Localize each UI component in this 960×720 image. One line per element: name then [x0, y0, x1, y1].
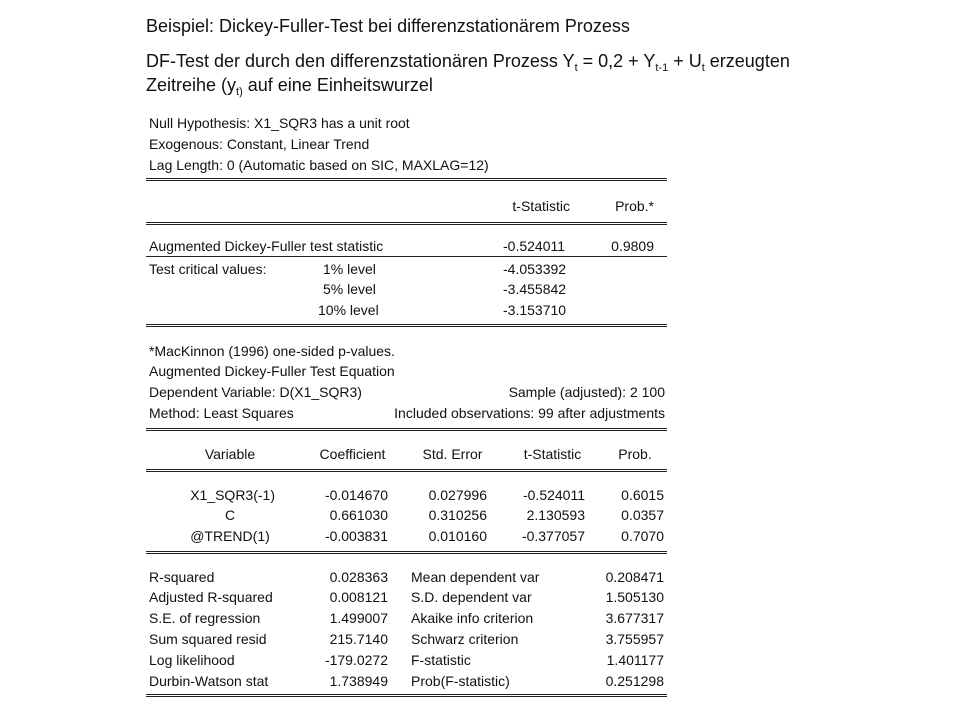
- stat-value: 1.401177: [606, 652, 664, 668]
- stat-value: 3.677317: [605, 610, 664, 626]
- coef-std-error: 0.010160: [428, 528, 487, 544]
- included-observations: Included observations: 99 after adjustments: [394, 405, 665, 421]
- coef-std-error: 0.310256: [428, 507, 487, 523]
- sample-info: Sample (adjusted): 2 100: [508, 384, 665, 400]
- slide-title: Beispiel: Dickey-Fuller-Test bei differenzstationärem Prozess: [146, 16, 630, 36]
- coef-std-error: 0.027996: [428, 487, 487, 503]
- subtitle-text-1: DF-Test der durch den differenzstationären Prozess Y: [146, 51, 575, 71]
- stat-value: 1.738949: [329, 673, 388, 689]
- adf-prob: 0.9809: [611, 238, 654, 254]
- stat-label: Mean dependent var: [411, 569, 540, 585]
- coef-header-tstat: t-Statistic: [523, 446, 582, 462]
- critical-values-label: Test critical values:: [149, 261, 267, 277]
- stat-label: Schwarz criterion: [411, 631, 519, 647]
- subscript-t-2: t: [701, 62, 705, 74]
- critical-level-label: 5% level: [323, 281, 376, 297]
- coef-value: -0.003831: [324, 528, 388, 544]
- coef-value: 0.661030: [329, 507, 388, 523]
- adf-label: Augmented Dickey-Fuller test statistic: [149, 238, 384, 254]
- coef-value: -0.014670: [324, 487, 388, 503]
- double-rule: [146, 178, 667, 181]
- slide-subtitle: [146, 49, 790, 73]
- double-rule: [146, 551, 667, 554]
- stat-value: 0.208471: [605, 569, 664, 585]
- test-equation-title: Augmented Dickey-Fuller Test Equation: [149, 363, 395, 379]
- coef-tstat: 2.130593: [526, 507, 585, 523]
- stat-label: S.E. of regression: [149, 610, 261, 626]
- subtitle-text-2: = 0,2 + Y: [577, 51, 656, 71]
- stat-label: Adjusted R-squared: [149, 589, 273, 605]
- stat-label: F-statistic: [411, 652, 471, 668]
- coef-variable: @TREND(1): [190, 528, 270, 544]
- critical-level-label: 10% level: [318, 302, 379, 318]
- coef-header-variable: Variable: [204, 446, 256, 462]
- stat-value: 215.7140: [329, 631, 388, 647]
- stat-value: 0.028363: [329, 569, 388, 585]
- coef-tstat: -0.524011: [522, 487, 585, 503]
- coef-variable: X1_SQR3(-1): [190, 487, 275, 503]
- stat-value: 3.755957: [605, 631, 664, 647]
- double-rule: [146, 222, 667, 225]
- stat-label: Log likelihood: [149, 652, 235, 668]
- adf-col-prob: Prob.*: [615, 198, 654, 214]
- coef-tstat: -0.377057: [521, 528, 585, 544]
- subtitle-text-4: erzeugten: [704, 51, 790, 71]
- coef-prob: 0.7070: [621, 528, 664, 544]
- coef-variable: C: [224, 507, 236, 523]
- double-rule: [146, 428, 667, 431]
- double-rule: [146, 469, 667, 472]
- null-hypothesis: Null Hypothesis: X1_SQR3 has a unit root: [149, 115, 410, 131]
- critical-level-value: -4.053392: [503, 261, 567, 277]
- stat-value: 0.008121: [329, 589, 388, 605]
- stat-value: 0.251298: [605, 673, 664, 689]
- stat-label: Sum squared resid: [149, 631, 267, 647]
- stat-value: -179.0272: [324, 652, 388, 668]
- stat-label: Prob(F-statistic): [411, 673, 510, 689]
- coef-prob: 0.0357: [621, 507, 664, 523]
- mackinnon-note: *MacKinnon (1996) one-sided p-values.: [149, 343, 395, 359]
- subscript-t: t: [574, 62, 578, 74]
- subtitle-text-5: Zeitreihe (y: [146, 75, 237, 95]
- lag-length: Lag Length: 0 (Automatic based on SIC, MAXLAG=12): [149, 157, 489, 173]
- method: Method: Least Squares: [149, 405, 294, 421]
- coef-header-coefficient: Coefficient: [319, 446, 386, 462]
- stat-label: Durbin-Watson stat: [149, 673, 269, 689]
- subscript-t-minus-1: t-1: [655, 62, 669, 74]
- stat-label: Akaike info criterion: [411, 610, 534, 626]
- coef-header-prob: Prob.: [618, 446, 652, 462]
- double-rule: [146, 694, 667, 697]
- subtitle-text-3: + U: [668, 51, 702, 71]
- critical-level-value: -3.455842: [503, 281, 567, 297]
- single-rule: [146, 256, 667, 257]
- critical-level-value: -3.153710: [503, 302, 567, 318]
- slide-subtitle-line2: [146, 73, 433, 97]
- stat-label: R-squared: [149, 569, 215, 585]
- subscript-t-3: t): [236, 86, 243, 98]
- adf-tstat: -0.524011: [503, 238, 566, 254]
- exogenous: Exogenous: Constant, Linear Trend: [149, 136, 370, 152]
- critical-level-label: 1% level: [323, 261, 376, 277]
- double-rule: [146, 324, 667, 327]
- dependent-variable: Dependent Variable: D(X1_SQR3): [149, 384, 362, 400]
- subtitle-text-6: auf eine Einheitswurzel: [242, 75, 433, 95]
- coef-prob: 0.6015: [621, 487, 664, 503]
- stat-label: S.D. dependent var: [411, 589, 532, 605]
- coef-header-std-error: Std. Error: [422, 446, 483, 462]
- adf-col-tstat: t-Statistic: [512, 198, 570, 214]
- stat-value: 1.505130: [605, 589, 664, 605]
- stat-value: 1.499007: [329, 610, 388, 626]
